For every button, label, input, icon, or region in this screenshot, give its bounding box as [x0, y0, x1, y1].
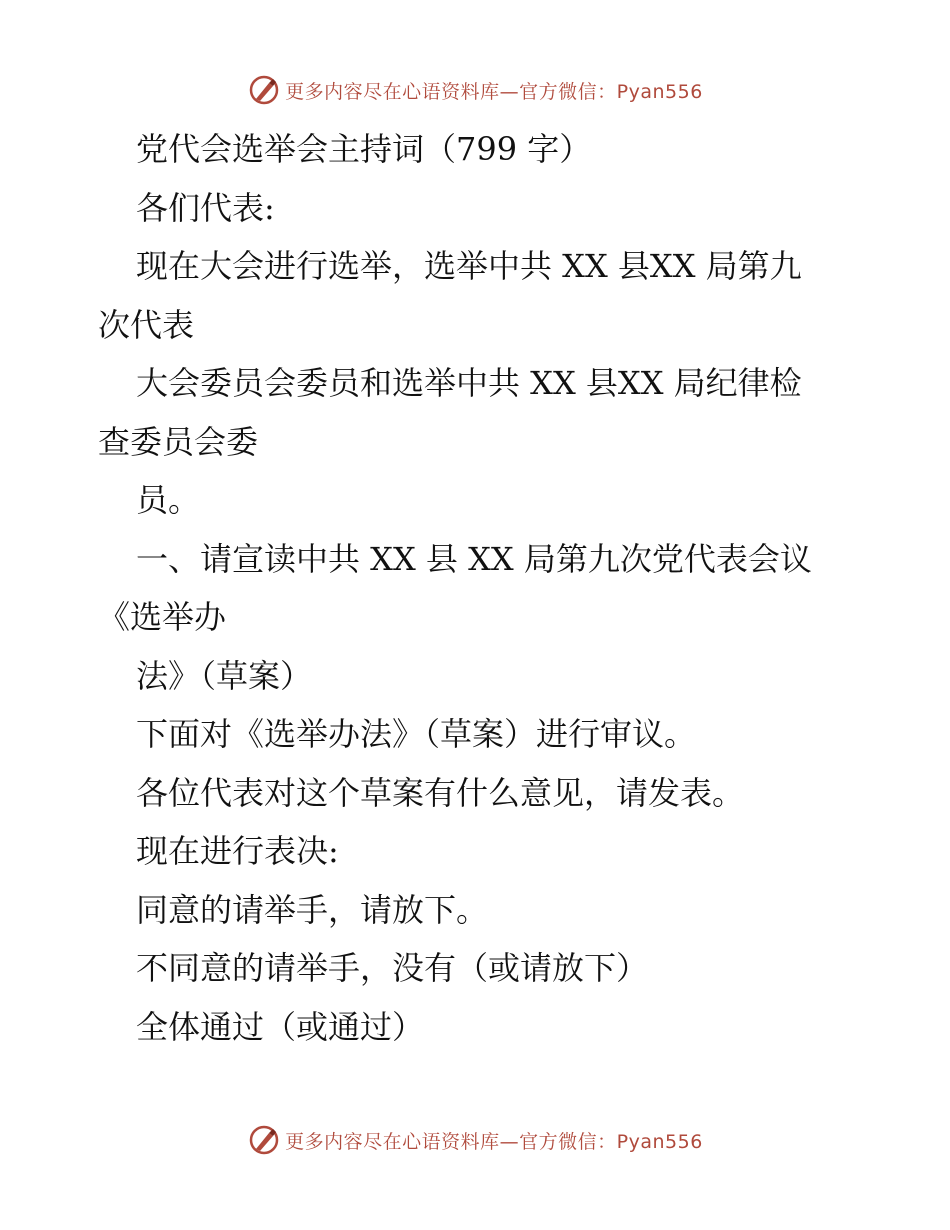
document-line: 不同意的请举手，没有（或请放下）: [136, 949, 649, 987]
document-line: 同意的请举手，请放下。: [136, 890, 489, 929]
footer-banner: [0, 1120, 950, 1160]
footer-banner-text: 更多内容尽在心语资料库—官方微信：Pyan556: [285, 1130, 703, 1153]
document-line: 查委员会委: [98, 422, 259, 461]
document-line: 《选举办: [98, 598, 227, 636]
pen-circle-logo-icon: [247, 73, 281, 107]
document-line: 各位代表对这个草案有什么意见，请发表。: [136, 773, 745, 812]
document-line: 一、请宣读中共 XX 县 XX 局第九次党代表会议: [136, 539, 812, 578]
document-line: 法》（草案）: [136, 656, 313, 695]
header-banner-text: 更多内容尽在心语资料库—官方微信：Pyan556: [285, 80, 703, 103]
document-line: 现在进行表决:: [136, 832, 339, 870]
document-line: 下面对《选举办法》（草案）进行审议。: [136, 715, 697, 753]
document-line: 现在大会进行选举，选举中共 XX 县XX 局第九: [136, 247, 802, 285]
document-line: 大会委员会委员和选举中共 XX 县XX 局纪律检: [136, 364, 802, 402]
header-banner: [0, 70, 950, 110]
header-banner-content: [247, 73, 703, 107]
document-line: 各们代表:: [136, 188, 275, 227]
document-body: [98, 120, 858, 1056]
document-line: 员。: [136, 481, 201, 519]
pen-circle-logo-icon: [247, 1123, 281, 1157]
document-line: 全体通过（或通过）: [136, 1007, 425, 1046]
document-title: 党代会选举会主持词（799 字）: [136, 130, 592, 168]
document-line: 次代表: [98, 305, 195, 344]
footer-banner-content: [247, 1123, 703, 1157]
